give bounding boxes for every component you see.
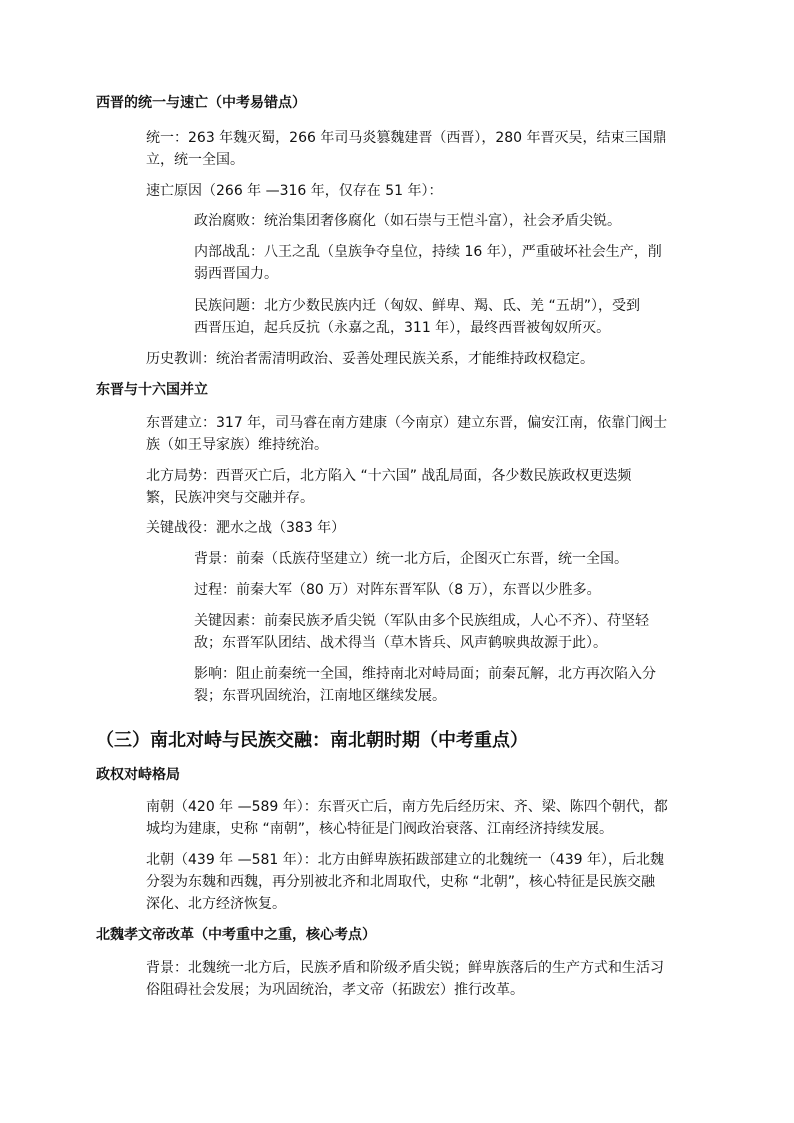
- paragraph-battle-impact: 影响：阻止前秦统一全国，维持南北对峙局面；前秦瓦解，北方再次陷入分: [194, 666, 656, 682]
- section-heading-xiaowen-reform: 北魏孝文帝改革（中考重中之重，核心考点）: [96, 927, 376, 943]
- paragraph-unification: 统一：263 年魏灭蜀，266 年司马炎篡魏建晋（西晋），280 年晋灭吴，结束三国鼎: [146, 130, 667, 146]
- paragraph-decline-causes: 速亡原因（266 年 —316 年，仅存在 51 年）：: [146, 183, 443, 199]
- paragraph-southern-dynasties-cont: 城均为建康，史称 “南朝”，核心特征是门阀政治衰落、江南经济持续发展。: [146, 821, 613, 837]
- paragraph-battle-impact-cont: 裂；东晋巩固统治，江南地区继续发展。: [194, 688, 446, 704]
- paragraph-northern-dynasties: 北朝（439 年 —581 年）：北方由鲜卑族拓跋部建立的北魏统一（439 年），后北魏: [146, 852, 664, 868]
- section-heading-regime-pattern: 政权对峙格局: [96, 767, 180, 783]
- paragraph-eastern-jin-founding: 东晋建立：317 年，司马睿在南方建康（今南京）建立东晋，偏安江南，依靠门阀士: [146, 415, 668, 431]
- section-heading-eastern-jin: 东晋与十六国并立: [96, 382, 208, 398]
- paragraph-southern-dynasties: 南朝（420 年 —589 年）：东晋灭亡后，南方先后经历宋、齐、梁、陈四个朝代，都: [146, 799, 668, 815]
- paragraph-reform-background: 背景：北魏统一北方后，民族矛盾和阶级矛盾尖锐；鲜卑族落后的生产方式和生活习: [146, 960, 664, 976]
- paragraph-ethnic-issues: 民族问题：北方少数民族内迁（匈奴、鲜卑、羯、氐、羌 “五胡”），受到: [194, 298, 640, 314]
- paragraph-ethnic-issues-cont: 西晋压迫，起兵反抗（永嘉之乱，311 年），最终西晋被匈奴所灭。: [194, 320, 611, 336]
- paragraph-battle-background: 背景：前秦（氐族苻坚建立）统一北方后，企图灭亡东晋，统一全国。: [194, 551, 628, 567]
- paragraph-eastern-jin-founding-cont: 族（如王导家族）维持统治。: [146, 437, 328, 453]
- section-heading-western-jin: 西晋的统一与速亡（中考易错点）: [96, 95, 306, 111]
- chapter-title-north-south-dynasties: （三）南北对峙与民族交融：南北朝时期（中考重点）: [96, 730, 528, 751]
- paragraph-northern-dynasties-cont2: 深化、北方经济恢复。: [146, 896, 286, 912]
- paragraph-battle-process: 过程：前秦大军（80 万）对阵东晋军队（8 万），东晋以少胜多。: [194, 582, 601, 598]
- paragraph-key-battle: 关键战役：淝水之战（383 年）: [146, 520, 346, 536]
- paragraph-internal-war: 内部战乱：八王之乱（皇族争夺皇位，持续 16 年），严重破坏社会生产，削: [194, 244, 662, 260]
- paragraph-reform-background-cont: 俗阻碍社会发展；为巩固统治，孝文帝（拓跋宏）推行改革。: [146, 982, 524, 998]
- paragraph-political-corruption: 政治腐败：统治集团奢侈腐化（如石崇与王恺斗富），社会矛盾尖锐。: [194, 213, 621, 229]
- paragraph-northern-situation-cont: 繁，民族冲突与交融并存。: [146, 490, 314, 506]
- paragraph-battle-factors: 关键因素：前秦民族矛盾尖锐（军队由多个民族组成，人心不齐）、苻坚轻: [194, 613, 649, 629]
- paragraph-northern-dynasties-cont: 分裂为东魏和西魏，再分别被北齐和北周取代，史称 “北朝”，核心特征是民族交融: [146, 874, 655, 890]
- paragraph-historical-lesson: 历史教训：统治者需清明政治、妥善处理民族关系，才能维持政权稳定。: [146, 351, 594, 367]
- paragraph-unification-cont: 立，统一全国。: [146, 152, 244, 168]
- paragraph-internal-war-cont: 弱西晋国力。: [194, 266, 278, 282]
- paragraph-northern-situation: 北方局势：西晋灭亡后，北方陷入 “十六国” 战乱局面，各少数民族政权更迭频: [146, 468, 632, 484]
- paragraph-battle-factors-cont: 敌；东晋军队团结、战术得当（草木皆兵、风声鹤唳典故源于此）。: [194, 635, 607, 651]
